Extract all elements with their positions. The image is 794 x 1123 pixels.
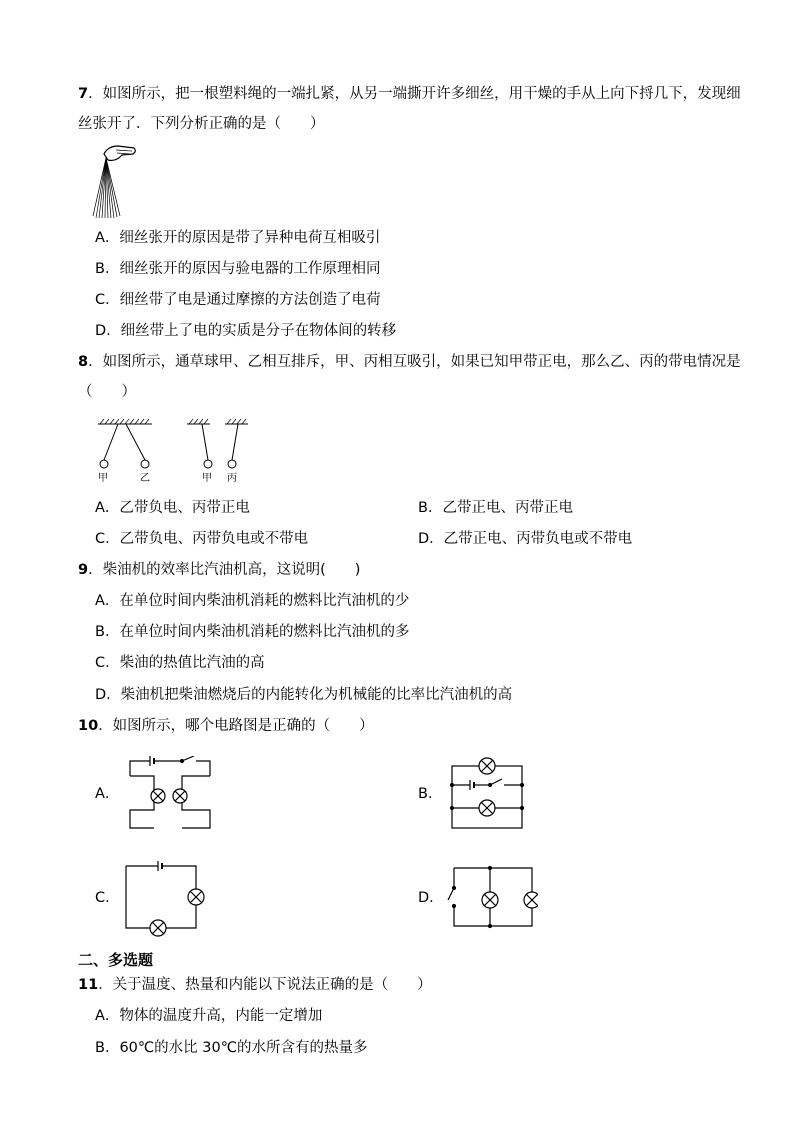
- q10-stem-text: ．如图所示，哪个电路图是正确的（ ）: [98, 718, 374, 734]
- q8-option-a: A．乙带负电、丙带正电: [95, 500, 250, 516]
- q7-stem-line2: 丝张开了．下列分析正确的是（ ）: [78, 116, 325, 132]
- q10-option-d-label: D．: [418, 890, 444, 906]
- q7-option-a: A．细丝张开的原因是带了异种电荷互相吸引: [95, 230, 381, 246]
- q9-number: 9: [78, 562, 89, 578]
- q8-label-jia-right: 甲: [202, 473, 212, 484]
- q7-option-d: D．细丝带上了电的实质是分子在物体间的转移: [95, 323, 397, 339]
- q8-label-bing: 丙: [227, 473, 237, 484]
- q11-number: 11: [78, 977, 99, 993]
- q8-label-jia-left: 甲: [98, 473, 108, 484]
- q8-option-c: C．乙带负电、丙带负电或不带电: [95, 531, 309, 547]
- q10-number: 10: [78, 718, 99, 734]
- q9-option-d: D．柴油机把柴油燃烧后的内能转化为机械能的比率比汽油机的高: [95, 687, 513, 703]
- q8-label-yi: 乙: [140, 473, 150, 484]
- q10-circuit-d: [446, 862, 538, 934]
- section-title-multiple-choice: 二、多选题: [78, 951, 154, 969]
- q7-option-c: C．细丝带了电是通过摩擦的方法创造了电荷: [95, 292, 381, 308]
- q10-option-b-label: B．: [418, 786, 443, 802]
- q10-option-a-label: A．: [95, 786, 120, 802]
- q11-stem-text: ．关于温度、热量和内能以下说法正确的是（ ）: [98, 977, 432, 993]
- q9-stem-text: ．柴油机的效率比汽油机高，这说明( ): [88, 562, 361, 578]
- q10-circuit-a: [124, 756, 216, 832]
- q7-figure-plastic-rope: [90, 142, 140, 220]
- q10-option-c-label: C．: [95, 890, 120, 906]
- q8-number: 8: [78, 354, 89, 370]
- q7-stem-line1: [78, 84, 741, 104]
- q8-stem-line1: [78, 352, 741, 372]
- q10-circuit-b: [446, 754, 528, 832]
- q10-circuit-c: [122, 858, 208, 938]
- q8-figure-pith-balls: [92, 418, 262, 484]
- q8-stem-line2: （ ）: [78, 384, 136, 400]
- q8-stem-text1: ．如图所示，通草球甲、乙相互排斥，甲、丙相互吸引，如果已知甲带正电，那么乙、丙的带电情况是: [88, 354, 741, 370]
- q9-option-c: C．柴油的热值比汽油的高: [95, 655, 265, 671]
- q7-option-b: B．细丝张开的原因与验电器的工作原理相同: [95, 261, 381, 277]
- q11-stem: [78, 975, 432, 995]
- q10-stem: [78, 716, 374, 736]
- q8-option-b: B．乙带正电、丙带正电: [418, 500, 573, 516]
- q11-option-a: A．物体的温度升高，内能一定增加: [95, 1008, 323, 1024]
- q7-stem-text1: ．如图所示，把一根塑料绳的一端扎紧，从另一端撕开许多细丝，用干燥的手从上向下捋几下，发现细: [88, 86, 741, 102]
- q8-option-d: D．乙带正电、丙带负电或不带电: [418, 531, 633, 547]
- q7-number: 7: [78, 86, 89, 102]
- q9-option-a: A．在单位时间内柴油机消耗的燃料比汽油机的少: [95, 593, 410, 609]
- q9-stem: [78, 560, 360, 580]
- q11-option-b: B．60℃的水比 30℃的水所含有的热量多: [95, 1040, 368, 1056]
- q9-option-b: B．在单位时间内柴油机消耗的燃料比汽油机的多: [95, 624, 410, 640]
